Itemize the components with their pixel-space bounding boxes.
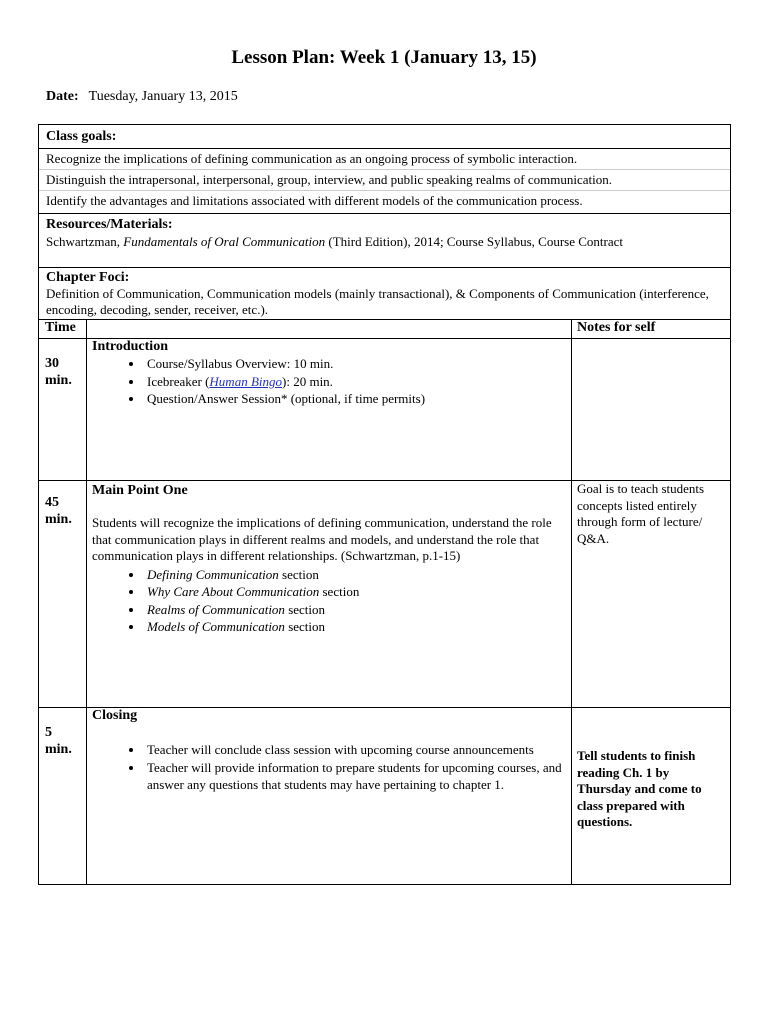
list-item: • Models of Communication section [144,618,562,636]
list-item: • Icebreaker (Human Bingo): 20 min. [144,373,567,391]
main-point-one-time: 45 min. [45,495,72,527]
date-label: Date: [46,89,79,104]
date-line [46,89,238,105]
class-goals-heading: Class goals: [39,125,730,149]
list-item: • Why Care About Communication section [144,583,562,601]
divider [86,320,87,884]
list-item: • Teacher will provide information to prepare students for upcoming courses, and answer any questions that students may have pertaining to chapter 1. [144,759,567,794]
resources-text [46,234,730,250]
resources-rest: (Third Edition), 2014; Course Syllabus, Course Contract [328,234,624,249]
closing-list [92,741,567,794]
resources-author: Schwartzman, [46,234,121,249]
main-point-one-title: Main Point One [92,483,188,498]
class-goal-item: Identify the advantages and limitations associated with different models of the communication process. [46,193,583,208]
class-goal-item: Distinguish the intrapersonal, interpersonal, group, interview, and public speaking realms of communication. [39,170,730,191]
resources-heading: Resources/Materials: [46,217,173,232]
intro-time: 30 min. [45,356,72,388]
closing-title: Closing [92,708,138,723]
human-bingo-link[interactable]: Human Bingo [209,373,283,389]
chapter-foci-text: Definition of Communication, Communication models (mainly transactional), & Components of Communication (interference, encoding, decoding, sender, receiver, etc.). [46,286,709,317]
class-goal-item: Recognize the implications of defining communication as an ongoing process of symbolic interaction. [39,149,730,170]
main-point-one-sections [92,566,562,636]
main-point-one-description: Students will recognize the implications of defining communication, understand the role that communication plays in different realms and models, and understand the role that communication plays in different relationships. (Schwartzman, p.1-15) [92,515,552,563]
divider [571,320,572,884]
list-item: • Defining Communication section [144,566,562,584]
time-column-header: Time [45,320,76,335]
date-value: Tuesday, January 13, 2015 [88,89,238,104]
list-item: • Question/Answer Session* (optional, if time permits) [144,390,567,408]
main-point-one-content [92,483,562,636]
closing-note: Tell students to finish reading Ch. 1 by Thursday and come to class prepared with questions. [577,748,702,829]
closing-content [92,708,567,794]
list-item: • Realms of Communication section [144,601,562,619]
chapter-foci-box [38,267,731,320]
class-goals-box [38,124,731,214]
intro-title: Introduction [92,339,168,354]
intro-content [92,339,567,408]
intro-list [92,355,567,408]
list-item: • Teacher will conclude class session with upcoming course announcements [144,741,567,759]
page-title: Lesson Plan: Week 1 (January 13, 15) [231,47,537,68]
notes-column-header: Notes for self [577,320,656,335]
list-item: • Course/Syllabus Overview: 10 min. [144,355,567,373]
schedule-table [38,319,731,885]
chapter-foci-heading: Chapter Foci: [46,270,130,285]
closing-time: 5 min. [45,725,72,757]
resources-box [38,213,731,268]
main-point-one-note: Goal is to teach students concepts listed entirely through form of lecture/ Q&A. [577,481,705,546]
resources-book-title: Fundamentals of Oral Communication [123,234,326,249]
